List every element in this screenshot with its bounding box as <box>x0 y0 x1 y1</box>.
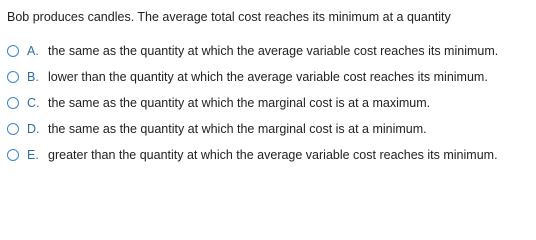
option-d[interactable] <box>0 122 536 142</box>
radio-button-d[interactable] <box>7 123 19 135</box>
option-b[interactable] <box>0 70 536 90</box>
option-d-text[interactable]: the same as the quantity at which the marginal cost is at a minimum. <box>48 122 427 136</box>
radio-button-c[interactable] <box>7 97 19 109</box>
radio-button-b[interactable] <box>7 71 19 83</box>
option-e[interactable] <box>0 148 536 168</box>
option-b-text[interactable]: lower than the quantity at which the average variable cost reaches its minimum. <box>48 70 488 84</box>
question-text: Bob produces candles. The average total cost reaches its minimum at a quantity <box>7 10 451 24</box>
option-e-text[interactable]: greater than the quantity at which the average variable cost reaches its minimum. <box>48 148 498 162</box>
option-d-letter: D. <box>27 122 40 136</box>
option-c-letter: C. <box>27 96 40 110</box>
option-b-letter: B. <box>27 70 39 84</box>
option-c-text[interactable]: the same as the quantity at which the marginal cost is at a maximum. <box>48 96 431 110</box>
radio-button-e[interactable] <box>7 149 19 161</box>
option-c[interactable] <box>0 96 536 116</box>
radio-button-a[interactable] <box>7 45 19 57</box>
option-a-text[interactable]: the same as the quantity at which the average variable cost reaches its minimum. <box>48 44 499 58</box>
option-a-letter: A. <box>27 44 39 58</box>
option-a[interactable] <box>0 44 536 64</box>
option-e-letter: E. <box>27 148 39 162</box>
